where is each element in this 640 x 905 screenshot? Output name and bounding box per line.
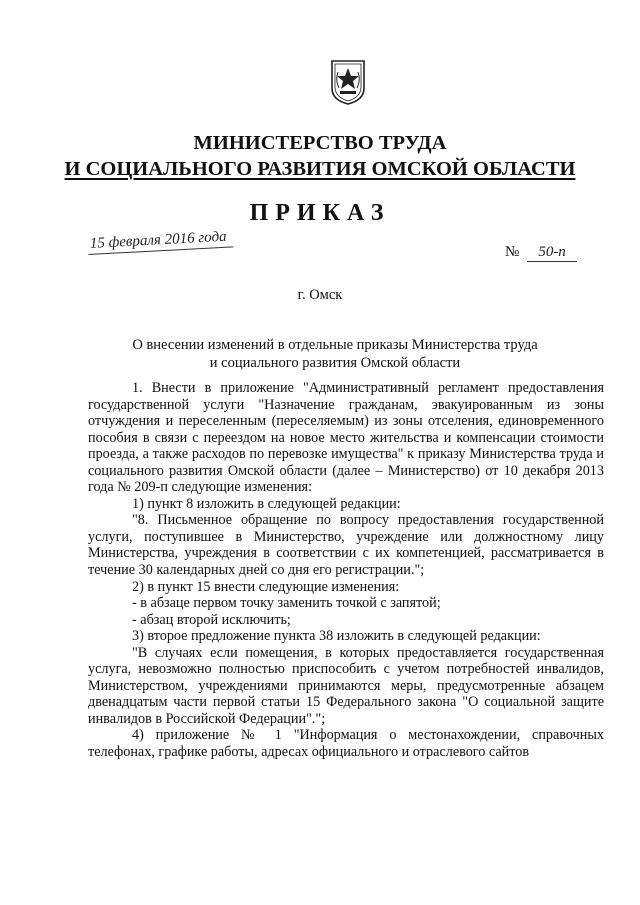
handwritten-number: 50-п (527, 244, 577, 262)
paragraph-1: 1. Внести в приложение "Административный регламент предоставления государственной услуги "Назначение гражданам, эвакуированным из зоны отчуждения и переселенным (переселяемым) из зоны отселения, единовременного пособия в связи с переездом на новое место жительства и компенсации стоимости проезда, а также расходов по перевозке имущества" к приказу Министерства труда и социального развития Омской области (далее – Министерство) от 10 декабря 2013 года № 209-п следующие изменения: (88, 380, 604, 496)
item-3: 3) второе предложение пункта 38 изложить в следующей редакции: (132, 628, 541, 645)
order-number (505, 244, 577, 262)
quote-3: "В случаях если помещения, в которых предоставляется государственная услуга, невозможно полностью приспособить с учетом потребностей инвалидов, Министерством, учреждениями принимаются меры, предусмотренные абзацем двенадцатым части первой статьи 15 Федерального закона "О социальной защите инвалидов в Российской Федерации"."; (88, 644, 604, 727)
ministry-name-line1: МИНИСТЕРСТВО ТРУДА (193, 132, 447, 154)
coat-of-arms-emblem (329, 58, 367, 106)
number-label: № (505, 244, 520, 260)
title-line2: и социального развития Омской области (209, 355, 461, 371)
item-2: 2) в пункт 15 внести следующие изменения: (132, 578, 400, 595)
document-type-heading: ПРИКАЗ (249, 200, 391, 226)
ministry-name-line2: И СОЦИАЛЬНОГО РАЗВИТИЯ ОМСКОЙ ОБЛАСТИ (64, 158, 576, 180)
item-1: 1) пункт 8 изложить в следующей редакции: (132, 495, 401, 512)
item-2b: - абзац второй исключить; (132, 611, 291, 628)
order-body (88, 380, 604, 761)
title-line1: О внесении изменений в отдельные приказы Министерства труда (132, 337, 538, 353)
city: г. Омск (297, 287, 343, 303)
quote-1: "8. Письменное обращение по вопросу предоставления государственной услуги, поступившее в Министерство, учреждение или должностному лицу Министерства, учреждения в соответствии с их компетенцией, рассматривается в течение 30 календарных дней со дня его регистрации."; (88, 512, 604, 579)
item-4: 4) приложение № 1 "Информация о местонахождении, справочных телефонах, графике работы, адресах официального и отраслевого сайтов (88, 727, 604, 761)
order-title (120, 336, 550, 372)
handwritten-date: 15 февраля 2016 года (88, 228, 234, 255)
item-2a: - в абзаце первом точку заменить точкой с запятой; (132, 595, 441, 612)
